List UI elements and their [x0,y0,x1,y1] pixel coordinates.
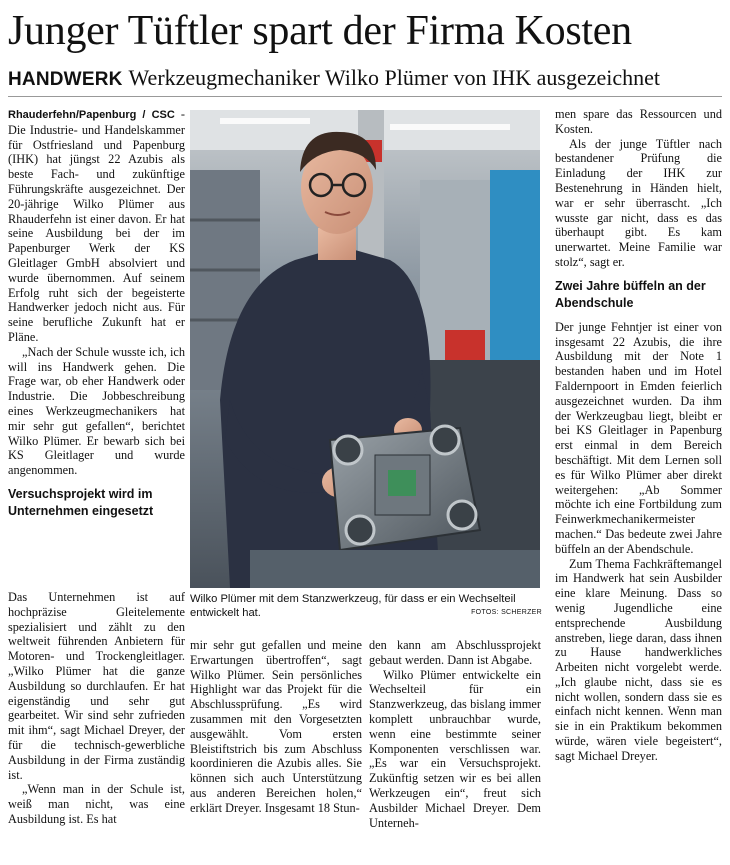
lead-text: - Die Industrie- und Handelskammer für Ostfriesland und Papenburg (IHK) hat jüngst 22 Azubis als beste Fach- und zukünftige Führungskräfte ausgezeichnet. Der 20-jährige Wilko Plümer aus Rhauderfehn ist einer davon. Er hat seine Ausbildung bei der im Papenburger Werk der KS Gleitlager GmbH absolviert und wurde übernommen. Auf seinem Erfolg ruht sich der begeisterte Handwerker jedoch nicht aus. Für seine berufliche Zukunft hat er Pläne. [8,107,185,344]
headline: Junger Tüftler spart der Firma Kosten [8,8,632,54]
photo-credit: FOTOS: SCHERZER [471,609,542,616]
paragraph: Der junge Fehntjer ist einer von insgesamt 22 Azubis, die ihre Ausbildung mit der Note 1 bestanden haben und im Hotel Faldernpoort in Emden feierlich ausgezeichnet wurden. Da ihm der Werkzeugbau liegt, bleibt er bei KS Gleitlager in Papenburg erst einmal in dem Bereich beschäftigt. Mit dem Lernen soll es für Wilko Plümer aber direkt weitergehen: „Ab Sommer möchte ich eine Fortbildung zum Feinwerkmechanikermeister machen.“ Das bedeute zwei Jahre büffeln an der Abendschule. [555,319,722,556]
paragraph: den kann am Abschlussprojekt gebaut werden. Dann ist Abgabe. [369,638,541,667]
article-column-2 [190,638,362,816]
article-photo [190,110,540,588]
subheading-1: Versuchsprojekt wird im Unternehmen eingesetzt [8,486,154,518]
paragraph: men spare das Ressourcen und Kosten. [555,107,722,136]
article-column-4 [555,107,722,764]
subheading-2: Zwei Jahre büffeln an der Abendschule [555,278,706,310]
photo-caption: Wilko Plümer mit dem Stanzwerkzeug, für dass er ein Wechselteil entwickelt hat. [190,593,516,619]
paragraph: Das Unternehmen ist auf hochpräzise Gleitelemente spezialisiert und zählt zu den weltweit führenden Anbietern für Motoren- und Trockengleitlager. „Wilko Plümer hat die ganze Ausbildung so durchlaufen. Er hat eigenständig und sehr gut gearbeitet. Wir sind sehr zufrieden mit ihm“, sagt Michael Dreyer, der für die technisch-gewerbliche Ausbildung in der Firma zuständig ist. [8,590,185,782]
paragraph: „Wenn man in der Schule ist, weiß man nicht, was eine Ausbildung ist. Es hat [8,782,185,826]
header-rule [8,96,722,97]
dateline: Rhauderfehn/Papenburg / CSC [8,109,175,121]
article-column-1 [8,107,185,528]
article-column-1-bottom [8,590,185,827]
lead-paragraph [8,107,185,345]
photo-caption-block [190,592,542,620]
paragraph: mir sehr gut gefallen und meine Erwartungen übertroffen“, sagt Wilko Plümer. Sein persönliches Highlight war das Projekt für die Abschlussprüfung. „Es wird zusammen mit den Vorgesetzten ausgewählt. Vom ersten Bleistiftstrich bis zum Abschluss koordinieren die Azubis alles. Sie können sich auch Unterstützung aus anderen Bereichen holen,“ erklärt Dreyer. Insgesamt 18 Stun- [190,638,362,815]
photo-illustration [190,110,540,588]
paragraph: Als der junge Tüftler nach bestandener Prüfung die Einladung der IHK zur Bestenehrung in Händen hielt, war er sehr überrascht. „Ich wusste gar nicht, dass es das überhaupt gibt. Es kam unerwartet. Meine Familie war stolz“, sagt er. [555,136,722,269]
section-kicker: HANDWERK [8,69,123,90]
paragraph: „Nach der Schule wusste ich, ich will ins Handwerk gehen. Die Frage war, ob eher Handwerk oder Industrie. Die Jobbeschreibung eines Werkzeugmechanikers hat mir sehr gut gefallen“, berichtet Wilko Plümer. Er bewarb sich bei KS Gleitlager und wurde angenommen. [8,344,185,478]
subheadline [8,64,660,94]
article-column-3 [369,638,541,830]
paragraph: Zum Thema Fachkräftemangel im Handwerk hat sein Ausbilder eine klare Meinung. Dass so wenig Jugendliche eine entsprechende Ausbildung anstreben, liege daran, dass ihnen zu Hause handwerkliches Arbeiten nicht vorgelebt werde. „Ich glaube nicht, dass sie es nicht wollen, sondern dass sie es einfach nicht kennen. Wenn man sie in ein Praktikum bekommen würde, wären viele begeistert“, sagt Michael Dreyer. [555,556,722,763]
subheadline-text: Werkzeugmechaniker Wilko Plümer von IHK ausgezeichnet [128,65,661,90]
paragraph: Wilko Plümer entwickelte ein Wechselteil für ein Stanzwerkzeug, das bislang immer komplett unbrauchbar wurde, wenn eine bestimmte seiner Komponenten verschlissen war. „Es war ein Versuchsprojekt. Zukünftig setzen wir es bei allen Werkzeugen ein“, freut sich Ausbilder Michael Dreyer. Dem Unterneh- [369,667,541,830]
